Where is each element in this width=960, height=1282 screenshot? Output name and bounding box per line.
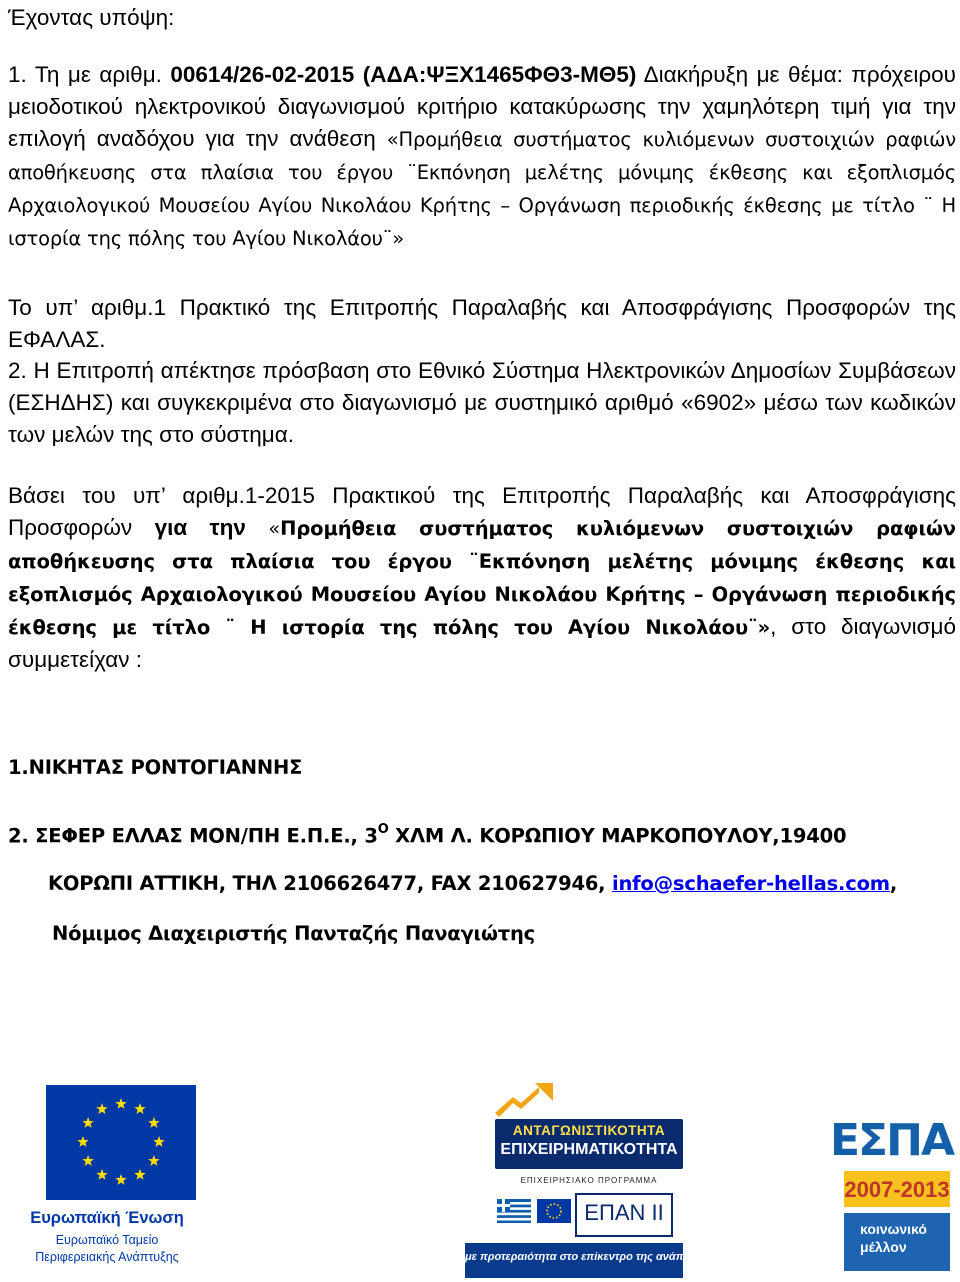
eu-star-icon	[96, 1169, 107, 1180]
item-1-reference: 00614/26-02-2015 (ΑΔΑ:ΨΞΧ1465ΦΘ3-ΜΘ5)	[170, 62, 637, 87]
eu-star-icon	[82, 1155, 93, 1166]
basis-project-title: Προμήθεια συστήματος κυλιόμενων συστοιχιών ραφιών αποθήκευσης στα πλαίσια του έργου ¨Εκπόνηση μελέτης μόνιμης έκθεσης και εξοπλισμός Αρχαιολογικού Μουσείου Αγίου Νικολάου Κρήτης – Οργάνωση περιοδικής έκθεσης με τίτλο ¨ Η ιστορία της πόλης του Αγίου Νικολάου¨»	[8, 517, 956, 639]
espa-slogan-line-2: μέλλον	[860, 1239, 907, 1255]
basis-for: για την	[154, 515, 269, 540]
eu-star-icon	[134, 1103, 145, 1114]
item-2-paragraph: 2. Η Επιτροπή απέκτησε πρόσβαση στο Εθνικό Σύστημα Ηλεκτρονικών Δημοσίων Συμβάσεων (ΕΣΗΔΗΣ) και συγκεκριμένα στο διαγωνισμό με συστημικό αριθμό «6902» μέσω των κωδικών των μελών της στο σύστημα.	[8, 358, 956, 447]
eu-star-icon	[134, 1169, 145, 1180]
eu-fund-line-1: Ευρωπαϊκό Ταμείο	[55, 1233, 159, 1247]
participant-2-sup: Ο	[377, 822, 389, 837]
eu-flag-icon	[46, 1085, 196, 1200]
eu-star-icon	[82, 1117, 93, 1128]
greek-flag-icon	[497, 1199, 531, 1223]
epan-logo	[465, 1083, 713, 1278]
basis-text-end: , στο διαγωνισμό συμμετείχαν :	[8, 614, 956, 672]
item-1-text: Διακήρυξη με θέμα: πρόχειρου μειοδοτικού ηλεκτρονικού διαγωνισμού κριτήριο κατακύρωσης την χαμηλότερη τιμή για την επιλογή αναδόχου για την ανάθεση	[8, 62, 956, 151]
eu-star-icon	[153, 1136, 164, 1147]
espa-name: ΕΣΠΑ	[830, 1115, 953, 1166]
eu-star-icon	[115, 1098, 126, 1109]
epan-title-2: ΕΠΙΧΕΙΡΗΜΑΤΙΚΟΤΗΤΑ	[500, 1141, 678, 1158]
eu-fund-line-2: Περιφερειακής Ανάπτυξης	[35, 1250, 179, 1264]
participant-2-line-3: Νόμιμος Διαχειριστής Πανταζής Παναγιώτης	[52, 922, 535, 945]
item-1-paragraph	[8, 59, 956, 255]
eu-star-icon	[77, 1136, 88, 1147]
item-1-prefix: 1. Τη με αριθμ.	[8, 62, 171, 87]
eu-logo	[14, 1085, 200, 1275]
participant-1: 1.ΝΙΚΗΤΑΣ ΡΟΝΤΟΓΙΑΝΝΗΣ	[8, 756, 303, 779]
participant-2-comma: ,	[889, 872, 898, 895]
eu-mini-flag-icon	[537, 1199, 571, 1223]
basis-paragraph	[8, 480, 956, 676]
participant-2-name: 2. ΣΕΦΕΡ ΕΛΛΑΣ ΜΟΝ/ΠΗ Ε.Π.Ε., 3	[8, 824, 378, 848]
epan-title-1: ΑΝΤΑΓΩΝΙΣΤΙΚΟΤΗΤΑ	[512, 1123, 666, 1138]
epan-badge: ΕΠΑΝ ΙΙ	[584, 1200, 664, 1225]
basis-text: Βάσει του υπ’ αριθμ.1-2015 Πρακτικού της Επιτροπής Παραλαβής και Αποσφράγισης Προσφορών	[8, 483, 956, 540]
espa-slogan-line-1: κοινωνικό	[860, 1221, 927, 1237]
basis-quote-open: «	[268, 517, 281, 540]
espa-years: 2007-2013	[844, 1177, 950, 1202]
participant-2-line-1	[8, 819, 846, 850]
epan-slogan: με προτεραιότητα στο επίκεντρο της ανάπτυξης	[465, 1251, 713, 1263]
intro-line: Έχοντας υπόψη:	[8, 5, 175, 30]
eu-name: Ευρωπαϊκή Ένωση	[30, 1209, 184, 1227]
participant-2-contact: ΚΟΡΩΠΙ ΑΤΤΙΚΗ, ΤΗΛ 2106626477, FAX 210627946,	[48, 872, 612, 895]
eu-star-icon	[96, 1103, 107, 1114]
eu-star-icon	[115, 1174, 126, 1185]
participant-2-address: ΧΛΜ Λ. ΚΟΡΩΠΙΟΥ ΜΑΡΚΟΠΟΥΛΟΥ,19400	[388, 824, 847, 848]
participant-2-email-link[interactable]: info@schaefer-hellas.com	[611, 872, 890, 895]
item-1-project-title: «Προμήθεια συστήματος κυλιόμενων συστοιχιών ραφιών αποθήκευσης στα πλαίσια του έργου ¨Εκπόνηση μελέτης μόνιμης έκθεσης και εξοπλισμός Αρχαιολογικού Μουσείου Αγίου Νικολάου Κρήτης – Οργάνωση περιοδικής έκθεσης με τίτλο ¨ Η ιστορία της πόλης του Αγίου Νικολάου¨»	[8, 128, 956, 250]
participant-2-line-2	[48, 871, 897, 897]
espa-logo	[830, 1085, 956, 1280]
item-1-minutes-line: Το υπ’ αριθμ.1 Πρακτικό της Επιτροπής Παραλαβής και Αποσφράγισης Προσφορών της ΕΦΑΛΑΣ.	[8, 295, 956, 352]
epan-arrows-icon	[495, 1083, 555, 1117]
eu-star-icon	[148, 1155, 159, 1166]
epan-program: ΕΠΙΧΕΙΡΗΣΙΑΚΟ ΠΡΟΓΡΑΜΜΑ	[520, 1176, 658, 1185]
eu-star-icon	[148, 1117, 159, 1128]
